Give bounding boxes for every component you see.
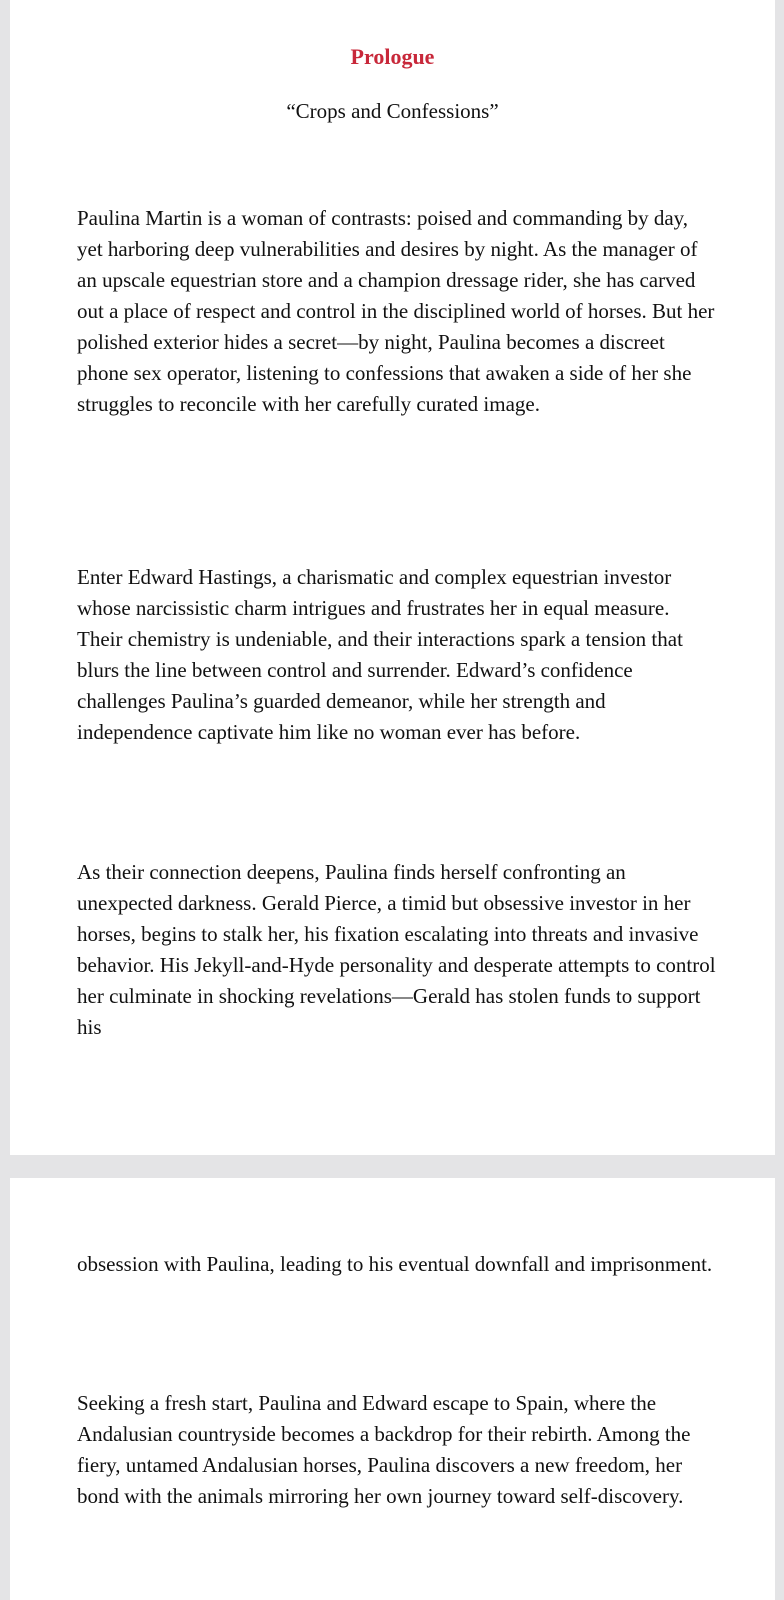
body-paragraph: As their connection deepens, Paulina finds herself confronting an unexpected darkness. Gerald Pierce, a timid but obsessive investor in her horses, begins to stalk her, his fixation escalating into threats and invasive behavior. His Jekyll-and-Hyde personality and desperate attempts to control her culminate in shocking revelations—Gerald has stolen funds to support his	[77, 860, 716, 1039]
document-page-2	[10, 1178, 775, 1600]
body-paragraph: Paulina Martin is a woman of contrasts: poised and commanding by day, yet harboring deep vulnerabilities and desires by night. As the manager of an upscale equestrian store and a champion dressage rider, she has carved out a place of respect and control in the disciplined world of horses. But her polished exterior hides a secret—by night, Paulina becomes a discreet phone sex operator, listening to confessions that awaken a side of her she struggles to reconcile with her carefully curated image.	[77, 206, 715, 416]
body-paragraph: Enter Edward Hastings, a charismatic and complex equestrian investor whose narcissistic charm intrigues and frustrates her in equal measure. Their chemistry is undeniable, and their interactions spark a tension that blurs the line between control and surrender. Edward’s confidence challenges Paulina’s guarded demeanor, while her strength and independence captivate him like no woman ever has before.	[77, 565, 683, 744]
chapter-subtitle: “Crops and Confessions”	[286, 99, 499, 123]
body-paragraph: Seeking a fresh start, Paulina and Edward escape to Spain, where the Andalusian countryside becomes a backdrop for their rebirth. Among the fiery, untamed Andalusian horses, Paulina discovers a new freedom, her bond with the animals mirroring her own journey toward self-discovery.	[77, 1391, 691, 1508]
document-page-1	[10, 0, 775, 1155]
chapter-title: Prologue	[350, 44, 435, 69]
body-paragraph: obsession with Paulina, leading to his eventual downfall and imprisonment.	[77, 1252, 713, 1276]
